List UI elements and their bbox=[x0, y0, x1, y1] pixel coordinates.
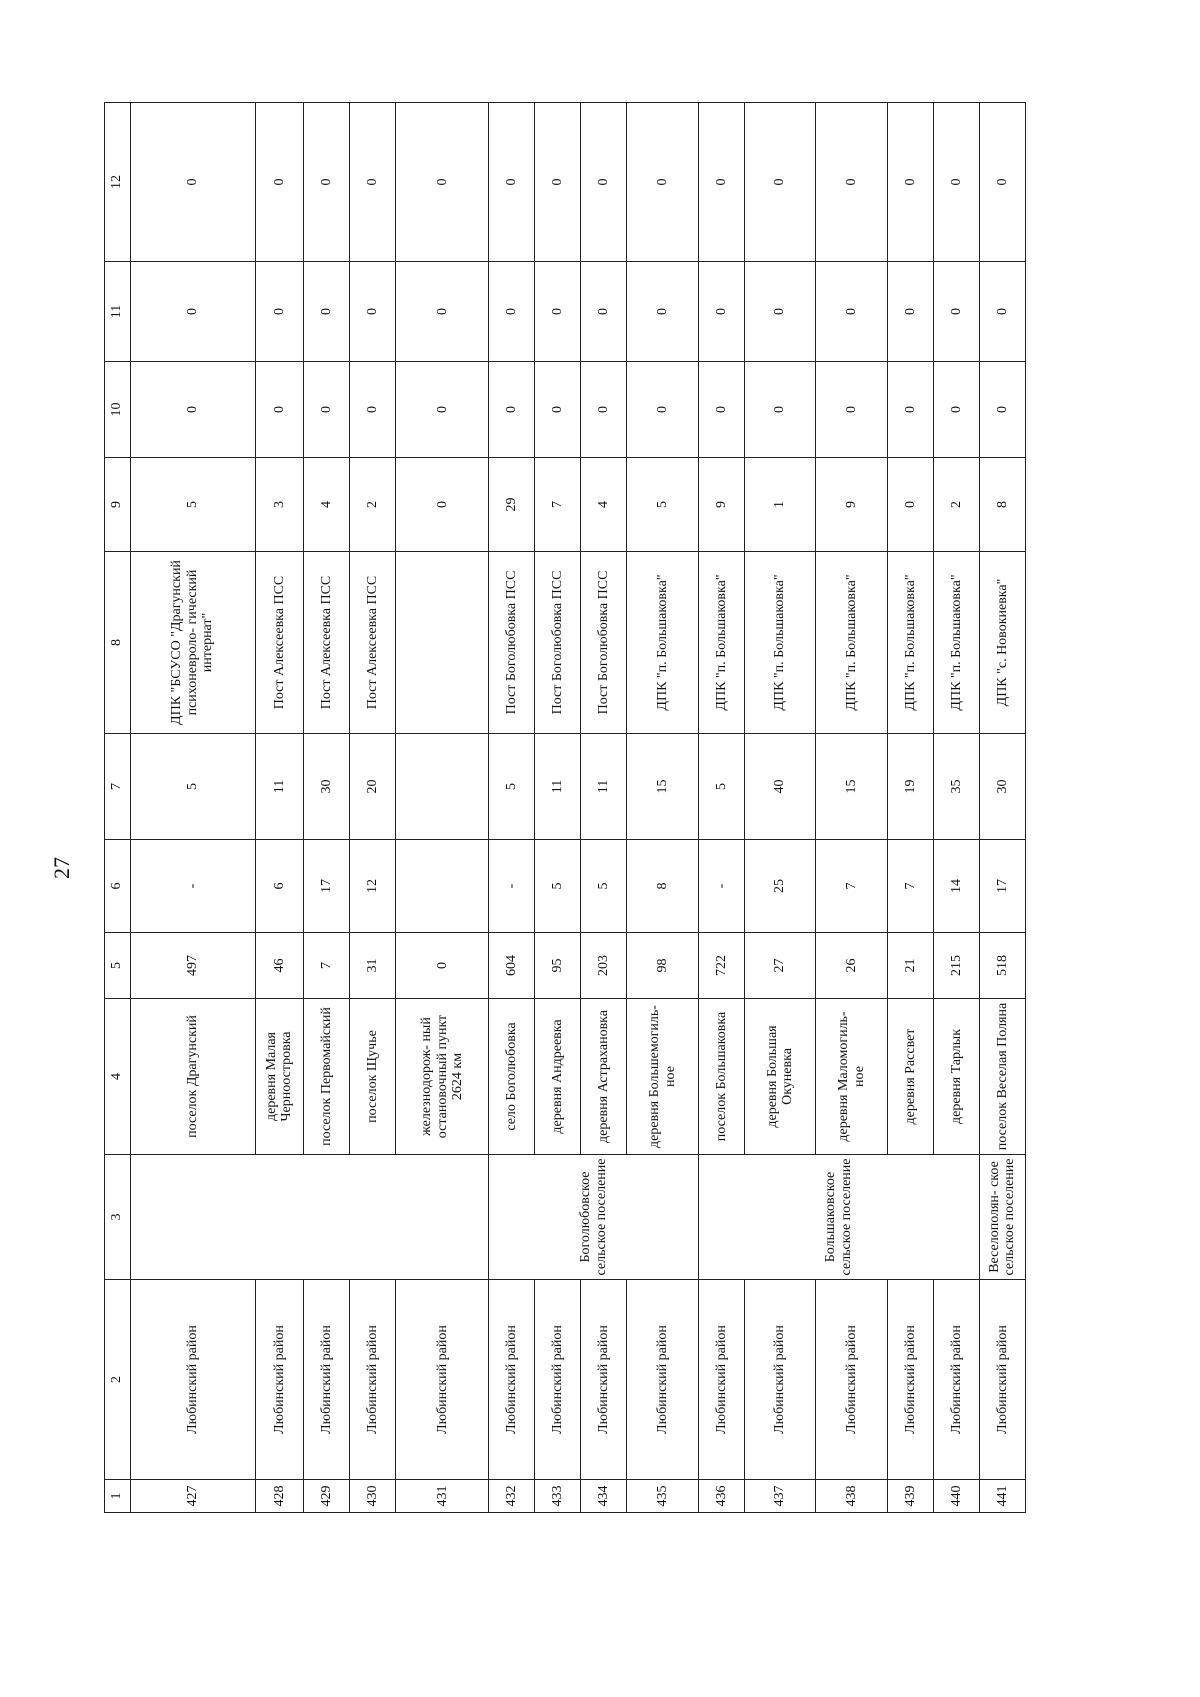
col10-cell: 0 bbox=[304, 362, 350, 458]
population-cell: 722 bbox=[698, 933, 744, 999]
table-row bbox=[130, 103, 255, 1513]
col7-cell: 40 bbox=[744, 734, 816, 840]
col10-cell: 0 bbox=[350, 362, 396, 458]
table-row bbox=[698, 103, 744, 1513]
col12-cell: 0 bbox=[304, 103, 350, 262]
district-cell: Любинский район bbox=[581, 1280, 627, 1480]
district-cell: Любинский район bbox=[304, 1280, 350, 1480]
locality-cell: деревня Большемогиль- ное bbox=[627, 999, 699, 1155]
col11-cell: 0 bbox=[304, 262, 350, 362]
locality-cell: поселок Драгунский bbox=[130, 999, 255, 1155]
col12-cell: 0 bbox=[744, 103, 816, 262]
row-number: 433 bbox=[535, 1480, 581, 1513]
col11-cell: 0 bbox=[698, 262, 744, 362]
district-cell: Любинский район bbox=[489, 1280, 535, 1480]
population-cell: 604 bbox=[489, 933, 535, 999]
col6-cell: 17 bbox=[979, 840, 1025, 933]
fire-unit-cell: ДПК "п. Большаковка" bbox=[816, 552, 888, 734]
col7-cell: 11 bbox=[581, 734, 627, 840]
district-cell: Любинский район bbox=[744, 1280, 816, 1480]
locality-cell: деревня Маломогиль- ное bbox=[816, 999, 888, 1155]
col12-cell: 0 bbox=[933, 103, 979, 262]
col12-cell: 0 bbox=[489, 103, 535, 262]
fire-unit-cell: Пост Боголюбовка ПСС bbox=[535, 552, 581, 734]
col12-cell: 0 bbox=[255, 103, 304, 262]
col9-cell: 4 bbox=[304, 458, 350, 552]
column-number-9: 9 bbox=[105, 458, 131, 552]
table-row bbox=[535, 103, 581, 1513]
col6-cell: - bbox=[489, 840, 535, 933]
row-number: 430 bbox=[350, 1480, 396, 1513]
col9-cell: 5 bbox=[627, 458, 699, 552]
col10-cell: 0 bbox=[627, 362, 699, 458]
row-number: 431 bbox=[396, 1480, 489, 1513]
col10-cell: 0 bbox=[744, 362, 816, 458]
col6-cell: 7 bbox=[816, 840, 888, 933]
col12-cell: 0 bbox=[698, 103, 744, 262]
header-row bbox=[105, 103, 131, 1513]
col11-cell: 0 bbox=[627, 262, 699, 362]
col6-cell: 7 bbox=[887, 840, 933, 933]
col12-cell: 0 bbox=[627, 103, 699, 262]
fire-unit-cell: Пост Боголюбовка ПСС bbox=[581, 552, 627, 734]
row-number: 429 bbox=[304, 1480, 350, 1513]
col7-cell bbox=[396, 734, 489, 840]
col12-cell: 0 bbox=[887, 103, 933, 262]
row-number: 435 bbox=[627, 1480, 699, 1513]
locality-cell: деревня Малая Черноостровка bbox=[255, 999, 304, 1155]
col11-cell: 0 bbox=[130, 262, 255, 362]
table-row bbox=[887, 103, 933, 1513]
column-number-11: 11 bbox=[105, 262, 131, 362]
col7-cell: 19 bbox=[887, 734, 933, 840]
col10-cell: 0 bbox=[130, 362, 255, 458]
col9-cell: 9 bbox=[698, 458, 744, 552]
col11-cell: 0 bbox=[535, 262, 581, 362]
column-number-4: 4 bbox=[105, 999, 131, 1155]
table-row bbox=[255, 103, 304, 1513]
rotated-table-wrapper bbox=[104, 103, 1026, 1513]
population-cell: 27 bbox=[744, 933, 816, 999]
col10-cell: 0 bbox=[933, 362, 979, 458]
row-number: 436 bbox=[698, 1480, 744, 1513]
col7-cell: 15 bbox=[816, 734, 888, 840]
district-cell: Любинский район bbox=[130, 1280, 255, 1480]
col12-cell: 0 bbox=[350, 103, 396, 262]
locality-cell: деревня Астрахановка bbox=[581, 999, 627, 1155]
district-cell: Любинский район bbox=[396, 1280, 489, 1480]
table-row bbox=[744, 103, 816, 1513]
col12-cell: 0 bbox=[581, 103, 627, 262]
fire-unit-cell: ДПК "с. Новокиевка" bbox=[979, 552, 1025, 734]
district-cell: Любинский район bbox=[887, 1280, 933, 1480]
locality-cell: поселок Веселая Поляна bbox=[979, 999, 1025, 1155]
col7-cell: 11 bbox=[255, 734, 304, 840]
table-row bbox=[350, 103, 396, 1513]
table-row bbox=[979, 103, 1025, 1513]
settlement-cell bbox=[130, 1155, 489, 1280]
col12-cell: 0 bbox=[396, 103, 489, 262]
col10-cell: 0 bbox=[581, 362, 627, 458]
column-number-1: 1 bbox=[105, 1480, 131, 1513]
col7-cell: 30 bbox=[979, 734, 1025, 840]
fire-unit-cell: Пост Алексеевка ПСС bbox=[350, 552, 396, 734]
population-cell: 215 bbox=[933, 933, 979, 999]
col7-cell: 35 bbox=[933, 734, 979, 840]
column-number-10: 10 bbox=[105, 362, 131, 458]
col6-cell: - bbox=[130, 840, 255, 933]
column-number-12: 12 bbox=[105, 103, 131, 262]
column-number-5: 5 bbox=[105, 933, 131, 999]
row-number: 434 bbox=[581, 1480, 627, 1513]
column-number-3: 3 bbox=[105, 1155, 131, 1280]
col11-cell: 0 bbox=[979, 262, 1025, 362]
table-row bbox=[304, 103, 350, 1513]
col6-cell: 5 bbox=[581, 840, 627, 933]
settlement-cell: Боголюбовское сельское поселение bbox=[489, 1155, 698, 1280]
col6-cell: 17 bbox=[304, 840, 350, 933]
fire-unit-cell: ДПК "п. Большаковка" bbox=[933, 552, 979, 734]
col7-cell: 11 bbox=[535, 734, 581, 840]
fire-unit-cell: ДПК "п. Большаковка" bbox=[627, 552, 699, 734]
fire-unit-cell: ДПК "п. Большаковка" bbox=[887, 552, 933, 734]
district-cell: Любинский район bbox=[535, 1280, 581, 1480]
col11-cell: 0 bbox=[744, 262, 816, 362]
col7-cell: 5 bbox=[698, 734, 744, 840]
col9-cell: 0 bbox=[396, 458, 489, 552]
col10-cell: 0 bbox=[698, 362, 744, 458]
col10-cell: 0 bbox=[535, 362, 581, 458]
col6-cell: 8 bbox=[627, 840, 699, 933]
col7-cell: 5 bbox=[489, 734, 535, 840]
col9-cell: 0 bbox=[887, 458, 933, 552]
col12-cell: 0 bbox=[979, 103, 1025, 262]
col9-cell: 4 bbox=[581, 458, 627, 552]
population-cell: 7 bbox=[304, 933, 350, 999]
row-number: 438 bbox=[816, 1480, 888, 1513]
col6-cell bbox=[396, 840, 489, 933]
population-cell: 497 bbox=[130, 933, 255, 999]
population-cell: 95 bbox=[535, 933, 581, 999]
col9-cell: 9 bbox=[816, 458, 888, 552]
population-cell: 26 bbox=[816, 933, 888, 999]
district-cell: Любинский район bbox=[627, 1280, 699, 1480]
locality-cell: деревня Рассвет bbox=[887, 999, 933, 1155]
col9-cell: 1 bbox=[744, 458, 816, 552]
row-number: 437 bbox=[744, 1480, 816, 1513]
col9-cell: 2 bbox=[350, 458, 396, 552]
table-row bbox=[816, 103, 888, 1513]
district-cell: Любинский район bbox=[255, 1280, 304, 1480]
col6-cell: 14 bbox=[933, 840, 979, 933]
col11-cell: 0 bbox=[887, 262, 933, 362]
population-cell: 46 bbox=[255, 933, 304, 999]
col9-cell: 7 bbox=[535, 458, 581, 552]
table-row bbox=[581, 103, 627, 1513]
fire-unit-cell: Пост Боголюбовка ПСС bbox=[489, 552, 535, 734]
district-cell: Любинский район bbox=[933, 1280, 979, 1480]
table-row bbox=[933, 103, 979, 1513]
row-number: 441 bbox=[979, 1480, 1025, 1513]
col9-cell: 3 bbox=[255, 458, 304, 552]
locality-cell: поселок Первомайский bbox=[304, 999, 350, 1155]
col7-cell: 15 bbox=[627, 734, 699, 840]
fire-unit-cell: Пост Алексеевка ПСС bbox=[304, 552, 350, 734]
col11-cell: 0 bbox=[489, 262, 535, 362]
settlement-cell: Веселополян- ское сельское поселение bbox=[979, 1155, 1025, 1280]
locality-cell: деревня Большая Окуневка bbox=[744, 999, 816, 1155]
fire-unit-cell bbox=[396, 552, 489, 734]
col12-cell: 0 bbox=[816, 103, 888, 262]
row-number: 432 bbox=[489, 1480, 535, 1513]
population-cell: 31 bbox=[350, 933, 396, 999]
fire-unit-cell: ДПК "п. Большаковка" bbox=[698, 552, 744, 734]
population-cell: 98 bbox=[627, 933, 699, 999]
col10-cell: 0 bbox=[979, 362, 1025, 458]
data-table bbox=[104, 102, 1026, 1513]
row-number: 439 bbox=[887, 1480, 933, 1513]
col9-cell: 29 bbox=[489, 458, 535, 552]
col11-cell: 0 bbox=[396, 262, 489, 362]
col11-cell: 0 bbox=[581, 262, 627, 362]
locality-cell: поселок Щучье bbox=[350, 999, 396, 1155]
col12-cell: 0 bbox=[130, 103, 255, 262]
district-cell: Любинский район bbox=[698, 1280, 744, 1480]
col9-cell: 8 bbox=[979, 458, 1025, 552]
table-row bbox=[396, 103, 489, 1513]
col11-cell: 0 bbox=[933, 262, 979, 362]
district-cell: Любинский район bbox=[979, 1280, 1025, 1480]
col11-cell: 0 bbox=[816, 262, 888, 362]
col6-cell: 6 bbox=[255, 840, 304, 933]
fire-unit-cell: Пост Алексеевка ПСС bbox=[255, 552, 304, 734]
fire-unit-cell: ДПК "БСУСО "Драгунский психоневроло- гический интернат" bbox=[130, 552, 255, 734]
locality-cell: поселок Большаковка bbox=[698, 999, 744, 1155]
col6-cell: 25 bbox=[744, 840, 816, 933]
settlement-cell: Большаковское сельское поселение bbox=[698, 1155, 979, 1280]
col11-cell: 0 bbox=[350, 262, 396, 362]
col7-cell: 5 bbox=[130, 734, 255, 840]
population-cell: 203 bbox=[581, 933, 627, 999]
col11-cell: 0 bbox=[255, 262, 304, 362]
col12-cell: 0 bbox=[535, 103, 581, 262]
locality-cell: железнодорож- ный остановочный пункт 2624 км bbox=[396, 999, 489, 1155]
row-number: 427 bbox=[130, 1480, 255, 1513]
col10-cell: 0 bbox=[887, 362, 933, 458]
locality-cell: деревня Андреевка bbox=[535, 999, 581, 1155]
column-number-2: 2 bbox=[105, 1280, 131, 1480]
col9-cell: 2 bbox=[933, 458, 979, 552]
col10-cell: 0 bbox=[816, 362, 888, 458]
district-cell: Любинский район bbox=[350, 1280, 396, 1480]
col6-cell: - bbox=[698, 840, 744, 933]
locality-cell: деревня Тарлык bbox=[933, 999, 979, 1155]
population-cell: 518 bbox=[979, 933, 1025, 999]
column-number-8: 8 bbox=[105, 552, 131, 734]
table-row bbox=[489, 103, 535, 1513]
fire-unit-cell: ДПК "п. Большаковка" bbox=[744, 552, 816, 734]
population-cell: 0 bbox=[396, 933, 489, 999]
table-row bbox=[627, 103, 699, 1513]
row-number: 440 bbox=[933, 1480, 979, 1513]
col10-cell: 0 bbox=[489, 362, 535, 458]
col6-cell: 5 bbox=[535, 840, 581, 933]
col10-cell: 0 bbox=[396, 362, 489, 458]
column-number-7: 7 bbox=[105, 734, 131, 840]
col7-cell: 30 bbox=[304, 734, 350, 840]
population-cell: 21 bbox=[887, 933, 933, 999]
row-number: 428 bbox=[255, 1480, 304, 1513]
district-cell: Любинский район bbox=[816, 1280, 888, 1480]
col6-cell: 12 bbox=[350, 840, 396, 933]
col7-cell: 20 bbox=[350, 734, 396, 840]
col9-cell: 5 bbox=[130, 458, 255, 552]
locality-cell: село Боголюбовка bbox=[489, 999, 535, 1155]
column-number-6: 6 bbox=[105, 840, 131, 933]
col10-cell: 0 bbox=[255, 362, 304, 458]
page-number: 27 bbox=[49, 857, 74, 879]
